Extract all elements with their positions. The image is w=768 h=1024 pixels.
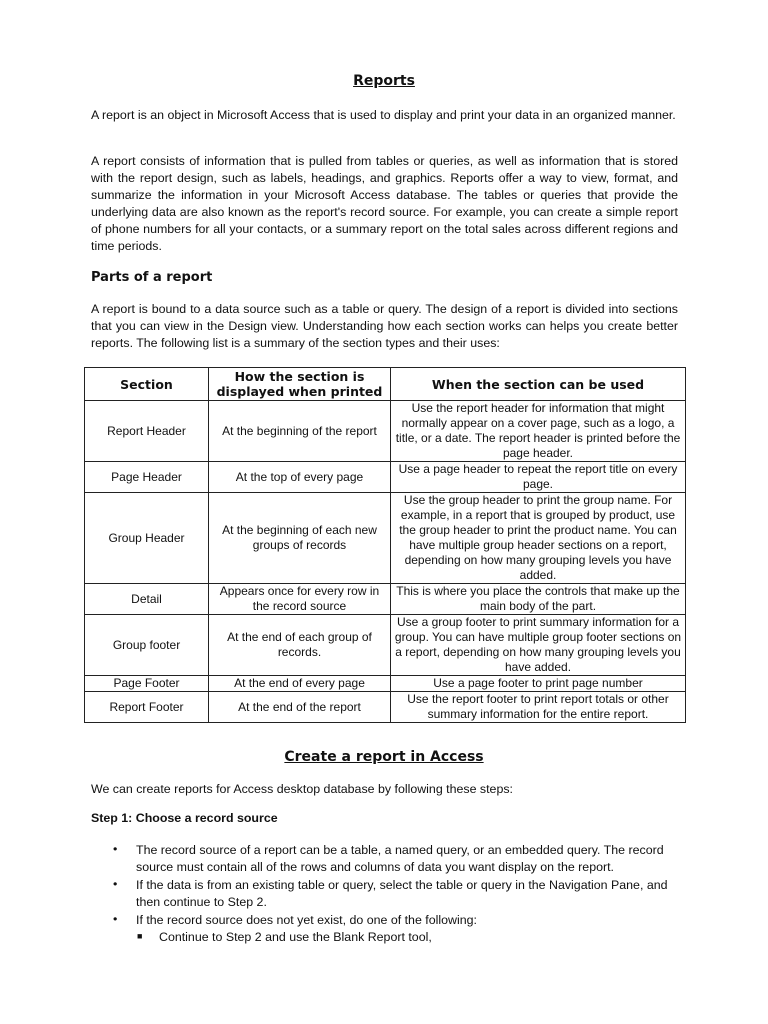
square-bullet-icon: ■ bbox=[137, 931, 143, 941]
table-cell: Use the report footer to print report totals or other summary information for the entire report. bbox=[391, 692, 686, 723]
table-cell: Use a group footer to print summary information for a group. You can have multiple group footer sections on a report, depending on how many grouping levels you have added. bbox=[391, 615, 686, 676]
section-types-table bbox=[84, 367, 686, 723]
table-cell: Page Header bbox=[85, 462, 209, 493]
parts-paragraph: A report is bound to a data source such as a table or query. The design of a report is divided into sections that you can view in the Design view. Understanding how each section works can helps you create better reports. The following list is a summary of the section types and their uses: bbox=[91, 302, 678, 350]
table-header-row bbox=[85, 368, 686, 401]
table-cell: Report Header bbox=[85, 401, 209, 462]
table-cell: Group Header bbox=[85, 493, 209, 584]
table-row bbox=[85, 692, 686, 723]
create-report-heading: Create a report in Access bbox=[284, 749, 484, 765]
table-cell: Detail bbox=[85, 584, 209, 615]
table-cell: At the top of every page bbox=[209, 462, 391, 493]
table-cell: This is where you place the controls that make up the main body of the part. bbox=[391, 584, 686, 615]
table-row bbox=[85, 401, 686, 462]
bullet-dot: • bbox=[113, 912, 118, 926]
page-title: Reports bbox=[353, 73, 415, 89]
table-cell: Use a page header to repeat the report title on every page. bbox=[391, 462, 686, 493]
table-row bbox=[85, 615, 686, 676]
table-row bbox=[85, 493, 686, 584]
table-row bbox=[85, 676, 686, 692]
header-when-used: When the section can be used bbox=[391, 368, 686, 401]
list-item: The record source of a report can be a table, a named query, or an embedded query. The record source must contain all of the rows and columns of data you want display on the report. bbox=[136, 843, 664, 874]
table-cell: Group footer bbox=[85, 615, 209, 676]
sub-list-item: Continue to Step 2 and use the Blank Report tool, bbox=[159, 930, 432, 944]
intro-paragraph-1: A report is an object in Microsoft Access that is used to display and print your data in an organized manner. bbox=[91, 108, 676, 122]
table-cell: Appears once for every row in the record source bbox=[209, 584, 391, 615]
header-how-displayed: How the section is displayed when printed bbox=[209, 368, 391, 401]
header-section: Section bbox=[85, 368, 209, 401]
table-cell: Use the report header for information that might normally appear on a cover page, such as a logo, a title, or a date. The report header is printed before the page header. bbox=[391, 401, 686, 462]
table-cell: At the end of every page bbox=[209, 676, 391, 692]
table-cell: Use a page footer to print page number bbox=[391, 676, 686, 692]
intro-paragraph-2: A report consists of information that is pulled from tables or queries, as well as information that is stored with the report design, such as labels, headings, and graphics. Reports offer a way to view, format, and summarize the information in your Microsoft Access database. The tables or queries that provide the underlying data are also known as the report's record source. For example, you can create a simple report of phone numbers for all your contacts, or a summary report on the total sales across different regions and time periods. bbox=[91, 154, 678, 253]
table-cell: At the beginning of each new groups of records bbox=[209, 493, 391, 584]
bullet-dot: • bbox=[113, 842, 118, 856]
table-cell: At the end of each group of records. bbox=[209, 615, 391, 676]
table-row bbox=[85, 584, 686, 615]
list-item: If the record source does not yet exist, do one of the following: bbox=[136, 913, 477, 927]
table-cell: Page Footer bbox=[85, 676, 209, 692]
bullet-dot: • bbox=[113, 877, 118, 891]
table-cell: Report Footer bbox=[85, 692, 209, 723]
table-row bbox=[85, 462, 686, 493]
list-item: If the data is from an existing table or query, select the table or query in the Navigation Pane, and then continue to Step 2. bbox=[136, 878, 668, 909]
create-intro: We can create reports for Access desktop database by following these steps: bbox=[91, 782, 513, 796]
table-cell: At the end of the report bbox=[209, 692, 391, 723]
parts-heading: Parts of a report bbox=[91, 270, 213, 285]
table-cell: At the beginning of the report bbox=[209, 401, 391, 462]
step-1-heading: Step 1: Choose a record source bbox=[91, 811, 278, 825]
table-cell: Use the group header to print the group name. For example, in a report that is grouped by product, use the group header to print the product name. You can have multiple group header sections on a report, depending on how many grouping levels you have added. bbox=[391, 493, 686, 584]
